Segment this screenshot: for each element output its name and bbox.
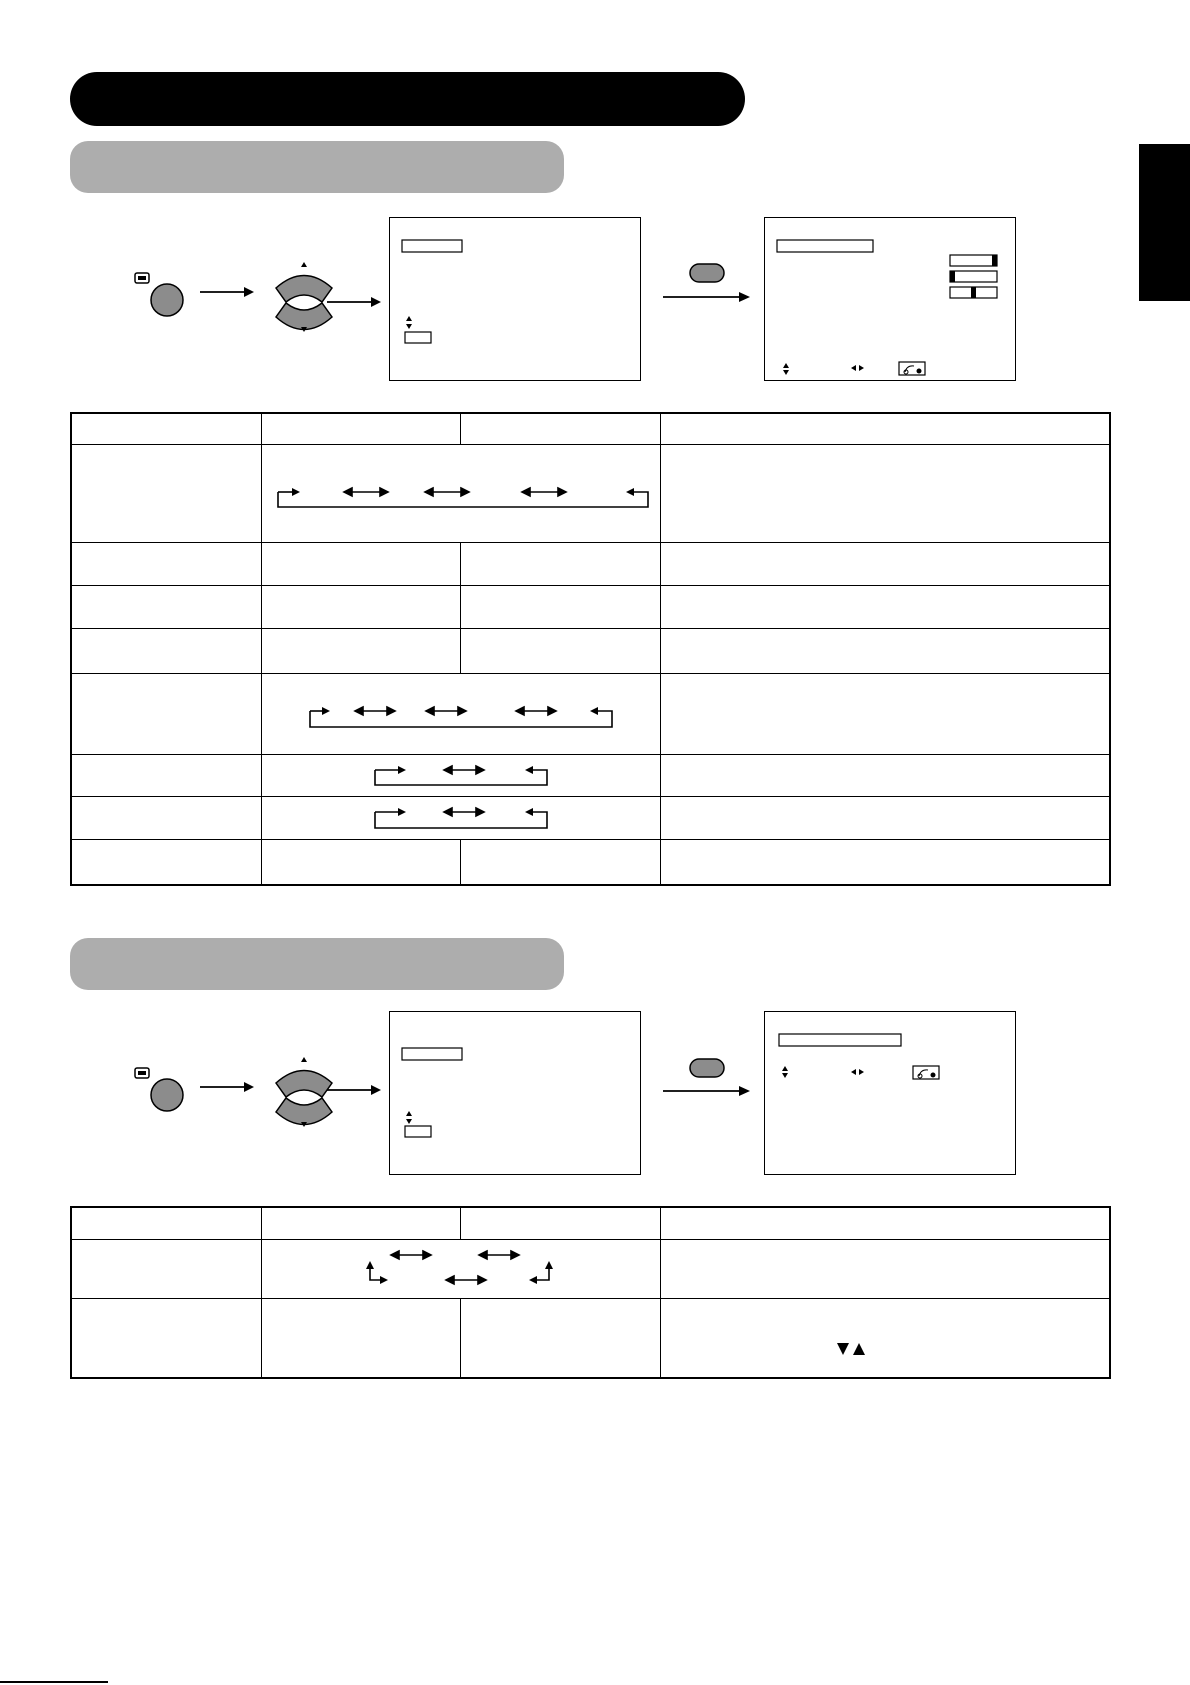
- corner-arrow-left: [370, 1268, 380, 1280]
- table-cell: [660, 444, 1110, 542]
- table-cell: [660, 585, 1110, 628]
- table-header-cell: [460, 413, 660, 444]
- table-cell: [71, 839, 261, 885]
- page-title: [70, 72, 745, 126]
- table-row: [71, 1298, 1110, 1378]
- table-cell: [261, 628, 460, 673]
- table-cell: [660, 796, 1110, 839]
- table-cell: [460, 542, 660, 585]
- double-arrow: [344, 488, 388, 496]
- page-footer-rule: [0, 1681, 108, 1683]
- corner-arrow-right: [537, 1268, 549, 1280]
- double-arrow: [516, 707, 556, 715]
- language-side-tab: [1139, 144, 1190, 301]
- table-header-cell: [261, 413, 460, 444]
- table-row: [71, 444, 1110, 542]
- arrow-right-icon: [325, 295, 383, 309]
- return-icon: [913, 1066, 939, 1079]
- table-row: [71, 1239, 1110, 1298]
- table-cell: [71, 542, 261, 585]
- section-2-header: [70, 938, 564, 990]
- table-cell: [261, 542, 460, 585]
- cycle-diagram-cell: [261, 796, 660, 839]
- table-header-cell: [660, 1207, 1110, 1239]
- select-up-button[interactable]: [276, 1071, 332, 1098]
- table-cell: [71, 444, 261, 542]
- table-cell: [460, 839, 660, 885]
- table-cell: [460, 1298, 660, 1378]
- menu-highlight-box: [402, 240, 462, 252]
- settings-table-1: [70, 412, 1111, 886]
- select-down-button[interactable]: [276, 303, 332, 330]
- arrow-right-icon: [325, 1083, 383, 1097]
- double-arrow: [425, 488, 469, 496]
- table-cell: [660, 628, 1110, 673]
- table-cell: [660, 754, 1110, 796]
- table-row: [71, 673, 1110, 754]
- left-right-arrows-icon: [851, 1069, 864, 1075]
- table-header-cell: [660, 413, 1110, 444]
- double-arrow: [355, 707, 395, 715]
- table-row: [71, 839, 1110, 885]
- table-cell: [71, 1298, 261, 1378]
- table-row: [71, 796, 1110, 839]
- submenu-screen-1: [764, 217, 1016, 381]
- select-label-box: [405, 332, 431, 343]
- slider-3: [950, 287, 997, 298]
- table-cell: [71, 1239, 261, 1298]
- menu-button-step: [130, 260, 190, 320]
- return-icon: [899, 362, 925, 375]
- table-cell: [71, 754, 261, 796]
- menu-highlight-box: [402, 1048, 462, 1060]
- table-row: [71, 542, 1110, 585]
- select-down-button[interactable]: [276, 1098, 332, 1125]
- select-up-button[interactable]: [276, 276, 332, 303]
- table-row: [71, 585, 1110, 628]
- table-cell: [660, 542, 1110, 585]
- table-cell: [261, 839, 460, 885]
- double-arrow: [522, 488, 566, 496]
- table-row: [71, 628, 1110, 673]
- arrow-right-icon: [198, 1080, 256, 1094]
- down-up-triangle-icons: [837, 1343, 865, 1355]
- table-header-cell: [71, 413, 261, 444]
- submenu-title-box: [779, 1034, 901, 1046]
- table-cell: [660, 673, 1110, 754]
- up-down-arrows-icon: [782, 1066, 788, 1078]
- menu-button-step: [130, 1055, 190, 1115]
- double-arrow: [391, 1251, 431, 1259]
- menu-button-icon: [135, 1068, 149, 1078]
- table-cell: [71, 628, 261, 673]
- menu-button-icon: [135, 273, 149, 283]
- up-down-arrows-icon: [406, 1111, 412, 1124]
- slider-1: [950, 255, 997, 266]
- select-label-box: [405, 1126, 431, 1137]
- cycle-diagram-cell: [261, 1239, 660, 1298]
- menu-button[interactable]: [151, 1079, 183, 1111]
- double-arrow: [444, 766, 484, 774]
- table-cell: [660, 839, 1110, 885]
- table-row: [71, 754, 1110, 796]
- submenu-screen-2: [764, 1011, 1016, 1175]
- table-cell: [261, 1298, 460, 1378]
- table-cell: [71, 673, 261, 754]
- table-header-cell: [460, 1207, 660, 1239]
- section-1-header: [70, 141, 564, 193]
- left-right-arrows-icon: [851, 365, 864, 371]
- arrow-right-icon: [661, 290, 753, 304]
- double-arrow: [479, 1251, 519, 1259]
- up-down-arrows-icon: [406, 316, 412, 329]
- table-header-row: [71, 413, 1110, 444]
- settings-table-2: [70, 1206, 1111, 1379]
- double-arrow: [446, 1276, 486, 1284]
- cycle-diagram-cell: [261, 673, 660, 754]
- table-cell: [660, 1239, 1110, 1298]
- cycle-diagram-cell: [261, 754, 660, 796]
- table-cell: [71, 585, 261, 628]
- table-cell: [261, 585, 460, 628]
- table-cell: [460, 628, 660, 673]
- slider-2: [950, 271, 997, 282]
- double-arrow: [426, 707, 466, 715]
- table-header-row: [71, 1207, 1110, 1239]
- menu-screen-1: [389, 217, 641, 381]
- submenu-title-box: [777, 240, 873, 252]
- menu-button[interactable]: [151, 284, 183, 316]
- table-cell: [460, 585, 660, 628]
- double-arrow: [444, 808, 484, 816]
- table-header-cell: [71, 1207, 261, 1239]
- table-cell: [660, 1298, 1110, 1378]
- ok-button[interactable]: [688, 262, 728, 286]
- arrow-right-icon: [661, 1084, 753, 1098]
- menu-screen-2: [389, 1011, 641, 1175]
- ok-button[interactable]: [688, 1057, 728, 1081]
- cycle-diagram-cell: [261, 444, 660, 542]
- table-header-cell: [261, 1207, 460, 1239]
- arrow-right-icon: [198, 285, 256, 299]
- table-cell: [71, 796, 261, 839]
- up-down-arrows-icon: [783, 363, 789, 375]
